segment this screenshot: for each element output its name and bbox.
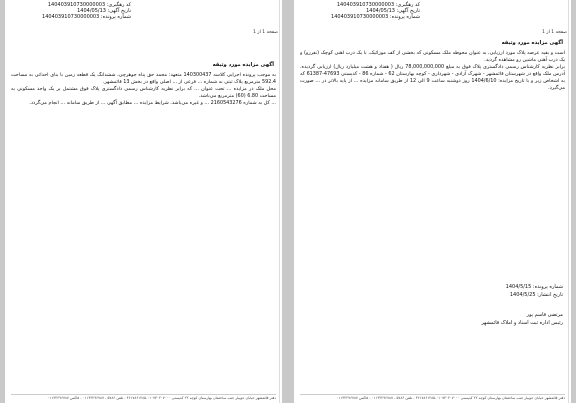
- publish-date: تاریخ انتشار: 1404/5/25: [509, 292, 563, 298]
- case-number-line: شماره پرونده: 1404/5/15: [505, 284, 563, 290]
- page-edge-line: [568, 0, 569, 403]
- document-footer: دفتر قائمشهر خیابان جویبار جنب ساختمان بهارستان کوچه ۲۲ کدپستی ۰۱۰۷۳۰۲۰۷۰۰۰-۴۶۱۷۸۶۱۲۸۵ - تلفن ۵۷۸۶ - ۰۱۱۴۲۲۹۶۷۸۷ - فاکس ۰۱۱۴۲۲۹۶۷۸۷: [11, 394, 276, 400]
- tracking-code: کد رهگیری: 140403910730000003: [336, 2, 420, 8]
- tracking-code: کد رهگیری: 140403910730000003: [47, 2, 131, 8]
- document-footer: دفتر قائمشهر خیابان جویبار جنب ساختمان بهارستان کوچه ۲۲ کدپستی ۰۱۰۷۳۰۲۰۷۰۰۰-۴۶۱۷۸۶۱۲۸۵ - تلفن ۵۷۸۶ - ۰۱۱۴۲۲۹۶۷۸۷ - فاکس ۰۱۱۴۲۲۹۶۷۸۷: [300, 394, 565, 400]
- notice-date: تاریخ آگهی: 1404/05/13: [77, 8, 131, 15]
- page-edge-line: [279, 0, 280, 403]
- body-paragraph: است و بقیه عرصه پلاک مورد ارزیابی، به عنوان محوطه ملک مسکونی که بخشی از کف موزائیک، با یک درب آهنی کوچک (نفررو) و یک درب آهنی ماشین رو مشاهده گردید.: [300, 50, 565, 63]
- signatory-name: مرتضی قاسم پور: [526, 312, 563, 318]
- page-number: صفحه 1 از 1: [253, 30, 278, 35]
- notice-date: تاریخ آگهی: 1404/05/13: [366, 8, 420, 15]
- body-paragraph: به موجب پرونده اجرایی کلاسه 140300437 متعهد: محمد حق پناه جوهرچی، ششدانگ یک قطعه زمین با بنای احداثی به مساحت 592.4 مترمربع پلاک ثبتی به شماره ... فرعی از ... اصلی واقع در بخش 13 قائمشهر.: [11, 72, 276, 85]
- body-paragraph: برابر نظریه کارشناس رسمی دادگستری پلاک فوق به مبلغ 78,000,000,000 ریال ( هفتاد و هشت میلیارد ریال) ارزیابی گردیده. آدرس ملک واقع در شهرستان قائمشهر - شهرک آزادی - شهرداری - کوچه بهارستان 62 - شماره 86 - کدپستی 47693-61387 که به اشخاص زیر و با تاریخ مزایده: 1404/6/10 روز دوشنبه ساعت 9 الی 12 از طریق سامانه مزایده ... از پایه بالاتر در ... صورت می‌گیرد.: [300, 63, 565, 91]
- document-meta: [300, 2, 420, 21]
- body-paragraph: ... کل به شماره 2160543276 ... و غیره می‌باشد. شرایط مزایده ... مطابق آگهی ... از طریق سامانه ... انجام می‌گردد.: [29, 99, 276, 106]
- body-paragraph: محل ملک در مزایده ... تحت عنوان ... که برابر نظریه کارشناس رسمی دادگستری پلاک فوق مشتمل بر یک واحد مسکونی به مساحت 6.80 (60) مترمربع می‌باشد.: [11, 85, 276, 99]
- document-page-left: [5, 0, 282, 403]
- document-body: [11, 72, 276, 384]
- document-title: آگهی مزایده مورد وثیقه: [212, 62, 274, 68]
- case-number: شماره پرونده: 140403910730000003: [42, 14, 131, 21]
- document-meta: [11, 2, 131, 21]
- signatory-office: رئیس اداره ثبت اسناد و املاک قائمشهر: [481, 320, 563, 326]
- document-body: [300, 50, 565, 280]
- document-title: آگهی مزایده مورد وثیقه: [501, 40, 563, 46]
- case-number: شماره پرونده: 140403910730000003: [331, 14, 420, 21]
- page-number: صفحه 1 از 1: [542, 30, 567, 35]
- document-page-right: [294, 0, 571, 403]
